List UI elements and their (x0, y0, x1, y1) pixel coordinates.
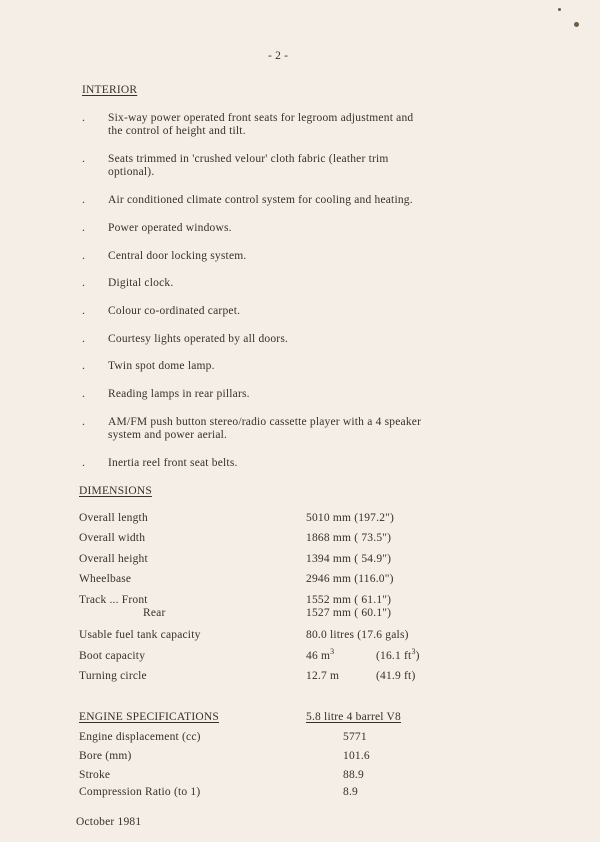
row-value-metric: 12.7 m (306, 670, 340, 682)
row-value: 1552 mm ( 61.1") (306, 594, 392, 606)
row-value: 2946 mm (116.0") (306, 573, 394, 585)
page-number: - 2 - (268, 50, 289, 62)
value-exponent: 3 (411, 647, 416, 657)
list-item-text: optional). (108, 166, 155, 178)
row-value: 1394 mm ( 54.9") (306, 553, 392, 565)
list-item-text: Courtesy lights operated by all doors. (108, 333, 289, 345)
bullet-point: . (82, 151, 85, 165)
bullet-point: . (82, 192, 85, 206)
list-item-text: the control of height and tilt. (108, 125, 246, 137)
row-label: Usable fuel tank capacity (79, 629, 201, 641)
bullet-point: . (82, 414, 85, 428)
row-value: 5010 mm (197.2") (306, 512, 395, 524)
scan-mark (574, 22, 579, 27)
row-label: Compression Ratio (to 1) (79, 786, 201, 798)
row-label: Engine displacement (cc) (79, 731, 201, 743)
bullet-point: . (82, 386, 85, 400)
row-label: Wheelbase (79, 573, 132, 585)
value-text: 46 m (306, 650, 331, 662)
interior-heading: INTERIOR (82, 84, 138, 96)
row-value: 5771 (343, 731, 367, 743)
row-label: Rear (143, 607, 166, 619)
bullet-point: . (82, 220, 85, 234)
row-value: 88.9 (343, 769, 364, 781)
row-label: Stroke (79, 769, 111, 781)
list-item-text: AM/FM push button stereo/radio cassette player with a 4 speaker (108, 416, 422, 428)
value-text: (16.1 ft (376, 650, 412, 662)
list-item-text: Reading lamps in rear pillars. (108, 388, 250, 400)
bullet-point: . (82, 110, 85, 124)
bullet-point: . (82, 275, 85, 289)
row-label: Turning circle (79, 670, 147, 682)
list-item-text: Six-way power operated front seats for legroom adjustment and (108, 112, 414, 124)
row-value: 101.6 (343, 750, 370, 762)
engine-heading: ENGINE SPECIFICATIONS (79, 711, 219, 723)
list-item-text: Central door locking system. (108, 250, 247, 262)
row-value: 8.9 (343, 786, 358, 798)
row-label: Track ... Front (79, 594, 148, 606)
row-label: Overall width (79, 532, 146, 544)
row-label: Overall length (79, 512, 148, 524)
list-item-text: Colour co-ordinated carpet. (108, 305, 241, 317)
value-exponent: 3 (330, 647, 335, 657)
list-item-text: Air conditioned climate control system for cooling and heating. (108, 194, 413, 206)
dimensions-heading: DIMENSIONS (79, 485, 152, 497)
list-item-text: Digital clock. (108, 277, 174, 289)
row-value-imperial (376, 647, 420, 663)
value-text: ) (415, 650, 420, 662)
row-label: Boot capacity (79, 650, 146, 662)
list-item-text: Twin spot dome lamp. (108, 360, 215, 372)
row-label: Overall height (79, 553, 148, 565)
bullet-point: . (82, 303, 85, 317)
row-value-imperial: (41.9 ft) (376, 670, 416, 682)
bullet-point: . (82, 331, 85, 345)
bullet-point: . (82, 358, 85, 372)
list-item-text: Power operated windows. (108, 222, 232, 234)
row-value: 1868 mm ( 73.5") (306, 532, 392, 544)
scan-mark (558, 8, 561, 11)
list-item-text: Seats trimmed in 'crushed velour' cloth fabric (leather trim (108, 153, 389, 165)
row-value: 80.0 litres (17.6 gals) (306, 629, 409, 641)
row-label: Bore (mm) (79, 750, 132, 762)
list-item-text: Inertia reel front seat belts. (108, 457, 238, 469)
list-item-text: system and power aerial. (108, 429, 228, 441)
bullet-point: . (82, 248, 85, 262)
engine-column-heading: 5.8 litre 4 barrel V8 (306, 711, 402, 723)
row-value: 1527 mm ( 60.1") (306, 607, 392, 619)
row-value-metric (306, 647, 335, 663)
footer-date: October 1981 (76, 816, 142, 828)
bullet-point: . (82, 455, 85, 469)
